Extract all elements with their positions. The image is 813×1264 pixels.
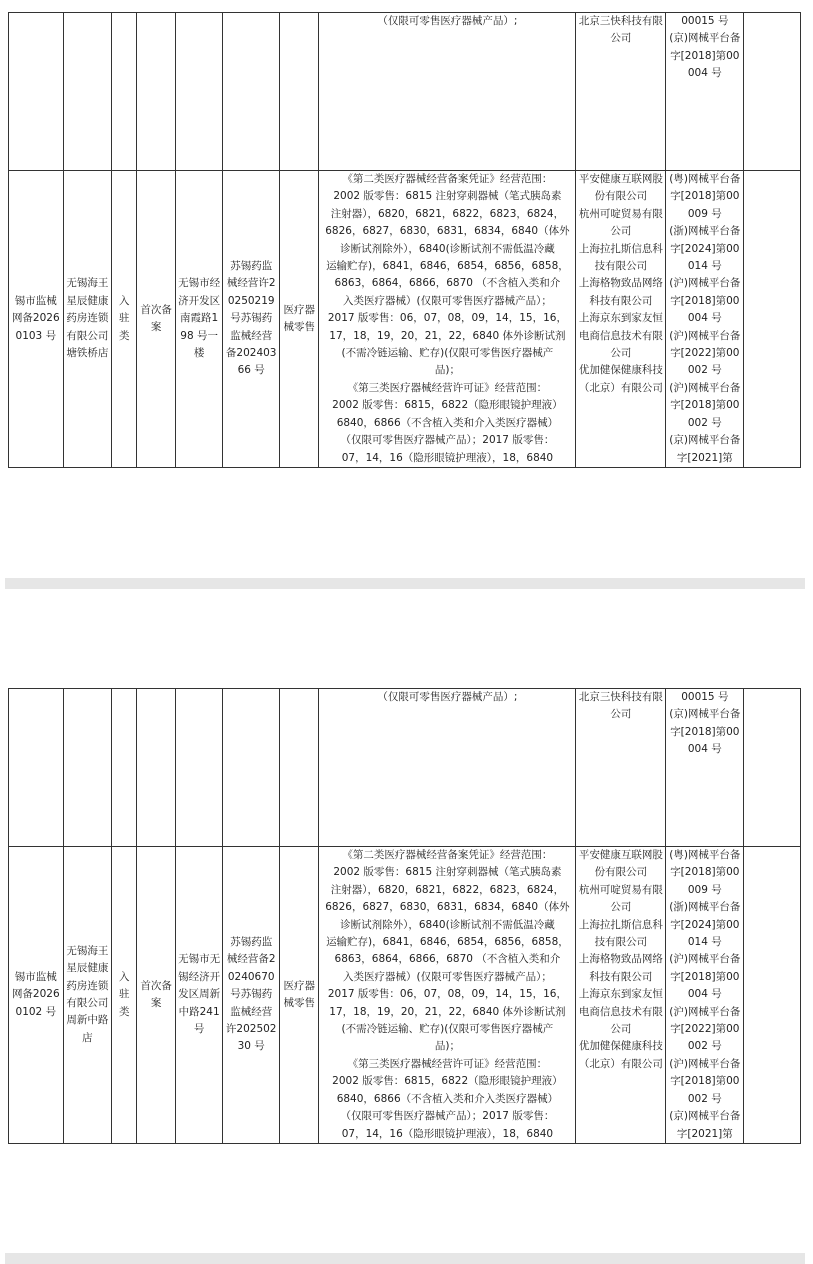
enterprise-name: 无锡海王星辰健康药房连锁有限公司周新中路店: [63, 847, 112, 1144]
cell-empty: [744, 13, 801, 171]
scope-line: 17，18，19，20，21，22，6840 体外诊断试剂: [329, 329, 566, 342]
scope-line: 《第二类医疗器械经营备案凭证》经营范围：: [342, 849, 553, 861]
page-separator: [5, 578, 805, 589]
platform-record-continued: 00015 号 (京)网械平台备字[2018]第00004 号: [666, 689, 744, 847]
scope-line: 品)；: [434, 1040, 460, 1053]
cell-empty: [112, 13, 137, 171]
business-scope: [319, 171, 576, 468]
scope-line: 诊断试剂除外），6840(诊断试剂不需低温冷藏: [340, 242, 555, 255]
record-number: 锡市监械网备20260102 号: [9, 847, 64, 1144]
cell-empty: [63, 13, 112, 171]
scope-line: (不需冷链运输、贮存)(仅限可零售医疗器械产: [341, 1023, 554, 1036]
cell-empty: [280, 13, 319, 171]
platform-companies: 平安健康互联网股份有限公司 杭州可啶贸易有限公司 上海拉扎斯信息科技有限公司 上海格物致品网络科技有限公司 上海京东到家友恒电商信息技术有限公司 优加健保健康科技（北京）有限公司: [576, 847, 666, 1144]
scope-line: （仅限可零售医疗器械产品）；2017 版零售：: [340, 1110, 555, 1123]
scope-line: 《第三类医疗器械经营许可证》经营范围：: [347, 1057, 548, 1070]
cell-empty: [112, 689, 137, 847]
scope-line: 6826，6827，6830，6831，6834，6840（体外: [325, 901, 570, 914]
record-type: 入驻类: [112, 171, 137, 468]
business-scope: [319, 847, 576, 1144]
scope-line: 《第三类医疗器械经营许可证》经营范围：: [347, 381, 548, 394]
platform-record-continued: 00015 号 (京)网械平台备字[2018]第00004 号: [666, 13, 744, 171]
business-category: 医疗器械零售: [280, 171, 319, 468]
scope-line: 品)；: [434, 364, 460, 377]
business-address: 无锡市经济开发区南霞路198 号一楼: [175, 171, 223, 468]
cell-empty: [137, 13, 175, 171]
scope-line: 注射器），6820，6821，6822，6823，6824，: [330, 883, 565, 896]
cell-empty: [744, 171, 801, 468]
platform-company-continued: 北京三快科技有限公司: [576, 689, 666, 847]
table-row: [9, 171, 801, 468]
platform-records: (粤)网械平台备字[2018]第00009 号 (浙)网械平台备字[2024]第00014 号 (沪)网械平台备字[2018]第00004 号 (沪)网械平台备字[2022]第00002 号 (沪)网械平台备字[2018]第00002 号 (京)网械平台备字[2021]第: [666, 171, 744, 468]
license-number: 苏锡药监械经营备20240670 号苏锡药监械经营许20250230 号: [223, 847, 280, 1144]
scope-line: 2002 版零售：6815，6822（隐形眼镜护理液）: [332, 399, 563, 412]
scope-line: 6863，6864，6866，6870 （不含植入类和介: [334, 277, 561, 290]
cell-empty: [223, 689, 280, 847]
cell-empty: [9, 13, 64, 171]
scope-line: 6863，6864，6866，6870 （不含植入类和介: [334, 953, 561, 966]
scope-line: 07，14，16（隐形眼镜护理液），18，6840: [341, 451, 554, 464]
table-row: [9, 847, 801, 1144]
license-number: 苏锡药监械经营许20250219 号苏锡药监械经营备20240366 号: [223, 171, 280, 468]
cell-empty: [223, 13, 280, 171]
record-table-1: [8, 12, 801, 468]
scope-line: 注射器），6820，6821，6822，6823，6824，: [330, 207, 565, 220]
scope-line: 07，14，16（隐形眼镜护理液），18，6840: [341, 1127, 554, 1140]
cell-empty: [280, 689, 319, 847]
business-address: 无锡市无锡经济开发区周新中路241 号: [175, 847, 223, 1144]
scope-line: 6840，6866（不含植入类和介入类医疗器械）: [336, 1092, 559, 1105]
scope-line: 《第二类医疗器械经营备案凭证》经营范围：: [342, 173, 553, 185]
scope-line: 入类医疗器械）(仅限可零售医疗器械产品）；: [342, 294, 552, 307]
filing-type: 首次备案: [137, 171, 175, 468]
business-scope-continued: （仅限可零售医疗器械产品）;: [319, 689, 576, 847]
cell-empty: [63, 689, 112, 847]
scope-line: 6840，6866（不含植入类和介入类医疗器械）: [336, 416, 559, 429]
cell-empty: [744, 689, 801, 847]
scope-line: 运输贮存)，6841，6846，6854，6856，6858，: [326, 260, 569, 273]
cell-empty: [175, 689, 223, 847]
scope-line: 2002 版零售：6815，6822（隐形眼镜护理液）: [332, 1075, 563, 1088]
cell-empty: [175, 13, 223, 171]
scope-line: 2002 版零售：6815 注射穿刺器械（笔式胰岛素: [333, 190, 562, 203]
cell-empty: [744, 847, 801, 1144]
record-type: 入驻类: [112, 847, 137, 1144]
scope-line: 入类医疗器械）(仅限可零售医疗器械产品）；: [342, 970, 552, 983]
scope-line: 2017 版零售：06，07，08，09，14，15，16，: [327, 988, 567, 1001]
scope-line: 诊断试剂除外），6840(诊断试剂不需低温冷藏: [340, 918, 555, 931]
platform-company-continued: 北京三快科技有限公司: [576, 13, 666, 171]
scope-line: 6826，6827，6830，6831，6834，6840（体外: [325, 225, 570, 238]
scope-line: 17，18，19，20，21，22，6840 体外诊断试剂: [329, 1005, 566, 1018]
record-number: 锡市监械网备20260103 号: [9, 171, 64, 468]
platform-companies: 平安健康互联网股份有限公司 杭州可啶贸易有限公司 上海拉扎斯信息科技有限公司 上海格物致品网络科技有限公司 上海京东到家友恒电商信息技术有限公司 优加健保健康科技（北京）有限公司: [576, 171, 666, 468]
cell-empty: [9, 689, 64, 847]
scope-line: 2017 版零售：06，07，08，09，14，15，16，: [327, 312, 567, 325]
scope-line: （仅限可零售医疗器械产品）；2017 版零售：: [340, 434, 555, 447]
scope-line: 运输贮存)，6841，6846，6854，6856，6858，: [326, 936, 569, 949]
cell-empty: [137, 689, 175, 847]
table-row: [9, 13, 801, 171]
table-row: [9, 689, 801, 847]
enterprise-name: 无锡海王星辰健康药房连锁有限公司塘铁桥店: [63, 171, 112, 468]
platform-records: (粤)网械平台备字[2018]第00009 号 (浙)网械平台备字[2024]第00014 号 (沪)网械平台备字[2018]第00004 号 (沪)网械平台备字[2022]第00002 号 (沪)网械平台备字[2018]第00002 号 (京)网械平台备字[2021]第: [666, 847, 744, 1144]
filing-type: 首次备案: [137, 847, 175, 1144]
scope-line: (不需冷链运输、贮存)(仅限可零售医疗器械产: [341, 347, 554, 360]
business-category: 医疗器械零售: [280, 847, 319, 1144]
record-table-2: [8, 688, 801, 1144]
scope-line: 2002 版零售：6815 注射穿刺器械（笔式胰岛素: [333, 866, 562, 879]
business-scope-continued: （仅限可零售医疗器械产品）;: [319, 13, 576, 171]
